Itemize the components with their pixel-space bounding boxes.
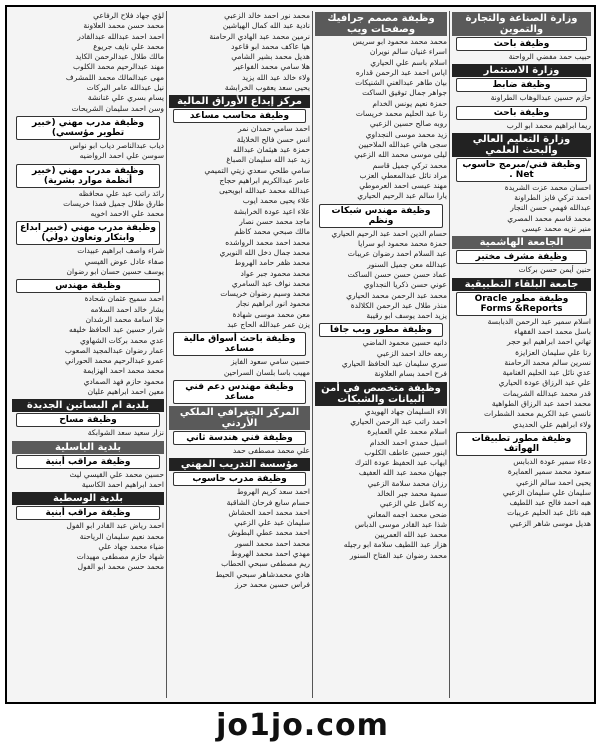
candidate-name: محمد احمد عبد الرزاق الطواهية [491, 399, 591, 409]
job-title: وظيفة مشرف مختبر [456, 250, 587, 264]
candidate-name: محمد نواف عبد السامري [231, 278, 310, 288]
candidate-name: احمد تركي فايز الطراونة [514, 193, 591, 203]
candidate-name: محمد احمد محمد السور [235, 538, 310, 548]
section [169, 95, 310, 330]
section-header: وظيفة مصمم جرافيك وصفحات ويب [315, 12, 447, 36]
job-title: وظيفة مساح [16, 413, 160, 427]
candidate-name: محمد جمال دخل الله النويري [219, 247, 310, 257]
candidate-name: نانسي عبد الكريم محمد الشطرات [484, 409, 591, 419]
section-header: مؤسسة التدريب المهني [169, 458, 310, 471]
candidate-name: روبه صالح حسين الزعبي [369, 119, 447, 129]
section [12, 221, 164, 277]
candidate-name: احمد سميح عثمان شحادة [84, 294, 164, 304]
section [315, 382, 447, 561]
candidate-name: محمد محمد احمد الهزايمة [83, 366, 164, 376]
job-title: وظيفة مطور تطبيقات الهواتف [456, 432, 587, 456]
column-4 [10, 11, 166, 698]
candidate-name: زيد محمد موسى النجداوي [365, 129, 447, 139]
job-title: وظيفة مهندس دعم فني مساعد [173, 380, 306, 404]
candidate-name: رنا عبد الحليم محمد خريسات [355, 109, 447, 119]
candidate-name: محمود حازم فهد الصمادي [83, 376, 164, 386]
candidate-name: حمزة محمد محمود ابو سرايا [357, 239, 447, 249]
candidate-name: حنين أيمن حسن بركات [518, 265, 591, 275]
candidate-name: عبدالله محمد عبدالله ابويحيى [219, 186, 310, 196]
candidate-name: نرمين محمد عبد الهادي الرحامنة [209, 31, 310, 41]
candidate-name: محمد علي الاحمد اخويه [90, 209, 164, 219]
candidate-name: عبدالله معن جميل السنور [367, 259, 447, 269]
candidate-name: محمود انور ابراهيم نجار [236, 299, 310, 309]
candidate-name: علي محمد مصطفى حمد [232, 445, 310, 455]
candidate-name: فراس حسين محمد حرز [235, 579, 310, 589]
candidate-name: عبد السلام احمد رضوان عريبات [347, 249, 447, 259]
candidate-name: محمد تركي جميل قاسم [372, 160, 447, 170]
column-divider [449, 11, 450, 698]
section [169, 11, 310, 93]
candidate-name: اسيل حمدي احمد الخدام [369, 437, 447, 447]
section [315, 204, 447, 322]
candidate-name: محمد قاسم محمد المصري [507, 213, 591, 223]
candidate-name: نسرين سالم محمد الرحامنة [504, 357, 591, 367]
candidate-name: ربعه خالد احمد الزعبي [376, 348, 447, 358]
job-title: وظيفة باحث [456, 37, 587, 51]
candidate-name: حبيب حمد مفضي الرواحنة [508, 52, 591, 61]
job-title: وظيفة مراقب أبنية [16, 506, 160, 520]
candidate-name: سليمان عبد علي الزعبي [234, 518, 310, 528]
section-header: مركز إيداع الأوراق المالية [169, 95, 310, 108]
candidate-name: حمزة عبد هيثمان عبدالله [232, 144, 310, 154]
candidate-name: معن محمد موسى شهادة [232, 309, 310, 319]
candidate-name: حسام سابع فرحان الشاقبة [226, 497, 310, 507]
candidate-name: محمد علي نايف جريوع [93, 41, 164, 51]
candidate-name: شذا عبد القادر موسى الدباس [354, 519, 447, 529]
candidate-name: لؤي جهاد فلاح الرفاعي [93, 11, 164, 20]
candidate-name: احمد ابراهيم احمد الكاسية [81, 479, 164, 489]
candidate-name: حازم حسين عبدالوهاب الطراونة [490, 93, 591, 103]
job-title: وظيفة مطور Oracle Forms &Reports [456, 292, 587, 316]
section [315, 12, 447, 202]
candidate-name: ايهاب عبد الحفيظ عودة الترك [354, 458, 447, 468]
candidate-name: عماد حسن حسن حسن الساكت [347, 269, 447, 279]
candidate-name: علاء اعيد عودة الخرابشة [233, 206, 310, 216]
candidate-name: احمد سامي حمدان نمر [237, 124, 310, 134]
candidate-name: مهدي احمد محمد الهروط [230, 548, 310, 558]
section [452, 236, 591, 275]
section-header: بلدية الوسطية [12, 492, 164, 505]
candidate-name: عامر عبدالكريم ابراهيم حجاج [219, 175, 310, 185]
candidate-name: دانيه حسين محمود الماضي [362, 338, 447, 348]
candidate-name: عوني حسن ذكريا النجداوي [363, 280, 447, 290]
candidate-name: مهيب باسا بلسان السراحين [223, 367, 310, 377]
candidate-name: احمد راتب عبد الرحمن الحياري [350, 416, 447, 426]
candidate-name: صفاء عادل عوض القيسي [84, 256, 164, 266]
section [12, 441, 164, 491]
candidate-name: محمد رضوان عبد الفتاح السنور [349, 550, 447, 560]
candidate-name: قدر محمد عبدالله الشريمات [503, 388, 591, 398]
job-title: وظيفة مهندس [16, 279, 160, 293]
candidate-name: زيد عبد الله سليمان الصباغ [226, 155, 310, 165]
candidate-name: حسين سامي سعود الفايز [230, 357, 310, 367]
candidate-name: هبه احمد فالح عبد اللطيف [509, 498, 591, 508]
candidate-name: علاء يحيى محمد ايوب [242, 196, 310, 206]
candidate-name: احمد سعد كريم الهروط [236, 487, 310, 497]
candidate-name: احمد احمد عبدالله عبدالقادر [77, 31, 164, 41]
candidate-name: معين احمد ابراهيم عليان [87, 387, 164, 397]
job-title: وظيفة باحث [456, 106, 587, 120]
candidate-name: سري سليمان عبد الحافظ الحياري [341, 359, 447, 369]
section-header: بلدية ام البساتين الجديدة [12, 399, 164, 412]
section-header: بلدية الباسلية [12, 441, 164, 454]
candidate-name: هبه نائل عبد الحليم عريبات [507, 508, 591, 518]
candidate-name: اينور حسين عاطف الكلوب [364, 447, 447, 457]
candidate-name: محمد ظفر حامد الهروط [234, 258, 310, 268]
candidate-name: حسين محمد علي القيسي ليث [69, 469, 164, 479]
candidate-name: مراد نائل عبدالمعطي العزب [359, 170, 447, 180]
candidate-name: اسلام سمير عبد الرحمن الدبابسة [487, 316, 591, 326]
column-3 [167, 11, 312, 698]
candidate-name: سوسن علي احمد الرواضيه [79, 151, 164, 161]
candidate-name: اسلام محمد علي العمايرة [367, 427, 447, 437]
job-title: وظيفة مدرب مهني (خبير ابداع وابتكار وتعاون دولي) [16, 221, 160, 245]
candidate-name: عبدالله فهمي حسن النجار [510, 203, 591, 213]
candidate-name: نادية عبد الله كمال الهياشين [222, 21, 310, 31]
candidate-name: منير نزيه محمد عيسى [522, 224, 591, 234]
candidate-name: محمد نعيم سليمان الرياحنة [79, 531, 164, 541]
candidate-name: احمد محمد عطي البطوش [228, 528, 310, 538]
candidate-name: نزار سعيد سعد الشوابكة [87, 428, 164, 438]
section [452, 106, 591, 131]
candidate-name: ليلى موسى محمد الله الزعبي [354, 150, 447, 160]
candidate-name: بيان طاهر عبدالغني الشنيكات [355, 78, 447, 88]
candidate-name: رنا علي سليمان العزايزة [515, 347, 591, 357]
section [315, 323, 447, 379]
candidate-name: سعود محمد سمير العمايرة [507, 467, 591, 477]
candidate-name: ريما ابراهيم محمد ابو الرب [506, 120, 591, 130]
section [169, 406, 310, 456]
candidate-name: جواهر جمال توفيق الساكت [362, 88, 447, 98]
candidate-name: مالك طلال عبدالرحمن الكايد [75, 52, 164, 62]
job-title: وظيفة محاسب مساعد [173, 109, 306, 123]
candidate-name: ريم مصطفى سبحي الحطاب [221, 559, 310, 569]
candidate-name: محمد حسن محمد العلاونة [83, 21, 164, 31]
candidate-name: شهاد حازم مصطفى مهيدات [76, 552, 164, 562]
candidate-name: محمد محمود جبر عواد [240, 268, 310, 278]
candidate-name: منذر طلال عبد الرحمن الكلالدة [350, 300, 447, 310]
site-watermark: jo1jo.com [216, 708, 389, 743]
document-sheet [5, 5, 596, 704]
candidate-name: ولاء ابراهيم علي الحديدي [512, 419, 591, 429]
job-title: وظيفة مطور ويب جافا [319, 323, 443, 337]
section [169, 332, 310, 378]
candidate-name: محمد احمد محمد الرواشده [225, 237, 310, 247]
candidate-name: نيل عبدالله عامر البركات [86, 83, 164, 93]
candidate-name: مهند عبدالرحيم محمد الكلوب [73, 62, 164, 72]
job-title: وظيفة ضابط [456, 78, 587, 92]
candidate-name: ضحى محمد اجمه المعاني [367, 509, 447, 519]
section [12, 11, 164, 114]
section [12, 116, 164, 162]
candidate-name: يارا سالم عبد الرحيم الحياري [357, 191, 447, 201]
candidate-name: بشار خالد احمد السلامه [90, 304, 164, 314]
candidate-name: اياس احمد عبد الرحمن قداره [355, 67, 447, 77]
candidate-name: مهند عيسى احمد العرموطي [359, 181, 447, 191]
column-2 [313, 11, 449, 698]
candidate-name: سامي طلحي سعدي زيتي التميمي [204, 165, 310, 175]
candidate-name: ربه كامل علي الزعبي [379, 499, 447, 509]
candidate-name: سليمان علي سليمان الزعبي [502, 487, 591, 497]
section-header: جامعة البلقاء التطبيقية [452, 278, 591, 291]
candidate-name: رائد راتب عبد علي محافظه [78, 188, 164, 198]
section [12, 164, 164, 220]
job-title: وظيفة مراقب أبنية [16, 455, 160, 469]
column-1 [450, 11, 593, 698]
section-header: وزارة الصناعة والتجارة والتموين [452, 12, 591, 36]
candidate-name: علي عبد الرزاق عودة الحياري [498, 378, 591, 388]
candidate-name: يزيد احمد يوسف ابو رقيبة [366, 311, 447, 321]
candidate-name: عمار رضوان عبدالمجيد الصعوب [64, 345, 164, 355]
candidate-name: الاء السليمان جهاد الهويدي [364, 406, 447, 416]
job-title: وظيفة باحث أسواق مالية مساعد [173, 332, 306, 356]
candidate-name: محمد محمد محمود ابو سريس [352, 37, 447, 46]
candidate-name: شراء واصف ابراهيم عبيدات [77, 246, 164, 256]
candidate-name: احسان محمد عزت الشريدة [504, 182, 591, 192]
candidate-name: تهاني احمد ابراهيم ابو حجر [507, 337, 591, 347]
candidate-name: محمد عبد الرحمن محمد الحياري [346, 290, 447, 300]
candidate-name: ماجد محمد حسن نصار [239, 217, 310, 227]
section-header: وزارة التعليم العالي والبحث العلمي [452, 133, 591, 157]
candidate-name: يحيى سعد يعقوب الخرابشة [224, 83, 310, 93]
section [452, 64, 591, 103]
candidate-name: هديل موسى شاهر الزعبي [509, 518, 591, 528]
section [12, 279, 164, 397]
candidate-name: باسل محمد احمد الفقهاء [514, 326, 591, 336]
section [452, 432, 591, 529]
candidate-name: دياب عبدالناصر دياب ابو نواس [69, 140, 164, 150]
section [12, 492, 164, 572]
section-header: المركز الجغرافي الملكي الأردني [169, 406, 310, 430]
section [169, 458, 310, 590]
candidate-name: عدي محمد بركات الشهاوي [79, 335, 164, 345]
section [452, 133, 591, 234]
candidate-name: حلا اسامة محمد الرشدان [85, 314, 164, 324]
candidate-name: عدي نائل عبد الحليم الغنامية [502, 368, 591, 378]
candidate-name: هلا سامي محمد الفواعير [233, 62, 310, 72]
section [452, 278, 591, 430]
job-title: وظيفة مدرب مهني (خبير تطوير مؤسسي) [16, 116, 160, 140]
candidate-name: محمد حسن محمد ابو الفول [77, 562, 164, 572]
candidate-name: يوسف حسين حسان ابو رضوان [66, 267, 164, 277]
job-title: وظيفة فني هندسة ثاني [173, 431, 306, 445]
section-header: وزارة الاستثمار [452, 64, 591, 77]
candidate-name: فرح احمد بسام العلاونة [374, 369, 447, 379]
candidate-name: اسراء غنيان سالم نويران [369, 47, 447, 57]
candidate-name: يزن عمر عبدالله الحاج عبد [227, 320, 310, 330]
candidate-name: رزان محمد سلامة الزعبي [367, 478, 447, 488]
candidate-name: انس حسن فالح الخلايلة [236, 134, 310, 144]
section [452, 12, 591, 62]
candidate-name: شرار حسين عبد الحافظ خليفه [68, 325, 164, 335]
candidate-name: دعاء سمير عودة الدبابس [513, 456, 591, 466]
column-divider [312, 11, 313, 698]
candidate-name: هادي محمدشاهر سبحي الحيط [215, 569, 310, 579]
candidate-name: طارق طلال جميل فمذا خريسات [63, 198, 164, 208]
candidate-name: سمية محمد جبر الخالد [377, 488, 447, 498]
section [12, 399, 164, 438]
section [169, 380, 310, 404]
candidate-name: جيهان محمد عبد الله العفيف [358, 468, 447, 478]
candidate-name: محمد نور احمد خالد الزعبي [224, 11, 310, 20]
candidate-name: حمزة نعيم يونس الخدام [372, 98, 447, 108]
candidate-name: هديل محمد بشير الشامي [231, 52, 310, 62]
job-title: وظيفة فني/مبرمج حاسوب Net . [456, 158, 587, 182]
candidate-name: هزار عبد اللطيف سلامة ابو رجيله [343, 540, 447, 550]
candidate-name: عمرو عبدالرحيم محمد الحوراني [64, 356, 164, 366]
candidate-name: هيا عاكف محمد ابو قاعود [231, 41, 310, 51]
candidate-name: سجى هاني عبدالله الملاحيين [358, 139, 447, 149]
job-title: وظيفة مهندس شبكات ونظم [319, 204, 443, 228]
job-title: وظيفة مدرب مهني (خبير أنظمة موارد بشرية) [16, 164, 160, 188]
candidate-name: احمد محمد احمد الحشاش [228, 507, 310, 517]
candidate-name: محمد عبد الله العمريين [374, 530, 447, 540]
candidate-name: ولاء خالد عبد الله يزيد [242, 72, 310, 82]
candidate-name: يسام بسري علي غنانشة [87, 93, 164, 103]
candidate-name: وسن احمد سليمان الشريحات [71, 103, 164, 113]
candidate-name: مالك صبحي محمد كاظم [234, 227, 310, 237]
candidate-name: احمد رياض عبد القادر ابو الفول [66, 521, 164, 531]
candidate-name: ضياء محمد جهاد علي [98, 541, 164, 551]
candidate-name: يحيى احمد سالم الزعبي [516, 477, 591, 487]
candidate-name: حسام الدين احمد عبد الرحيم الحياري [331, 228, 447, 238]
job-title: وظيفة مدرب حاسوب [173, 472, 306, 486]
section-header: وظيفة متخصص في أمن البيانات والشبكات [315, 382, 447, 406]
candidate-name: مهى عبدالمالك محمد اللمشرف [65, 72, 164, 82]
column-divider [166, 11, 167, 698]
candidate-name: اسلام باسم علي الحياري [370, 57, 447, 67]
candidate-name: محمد وسيم رضوان خريسات [220, 289, 310, 299]
section-header: الجامعة الهاشمية [452, 236, 591, 249]
